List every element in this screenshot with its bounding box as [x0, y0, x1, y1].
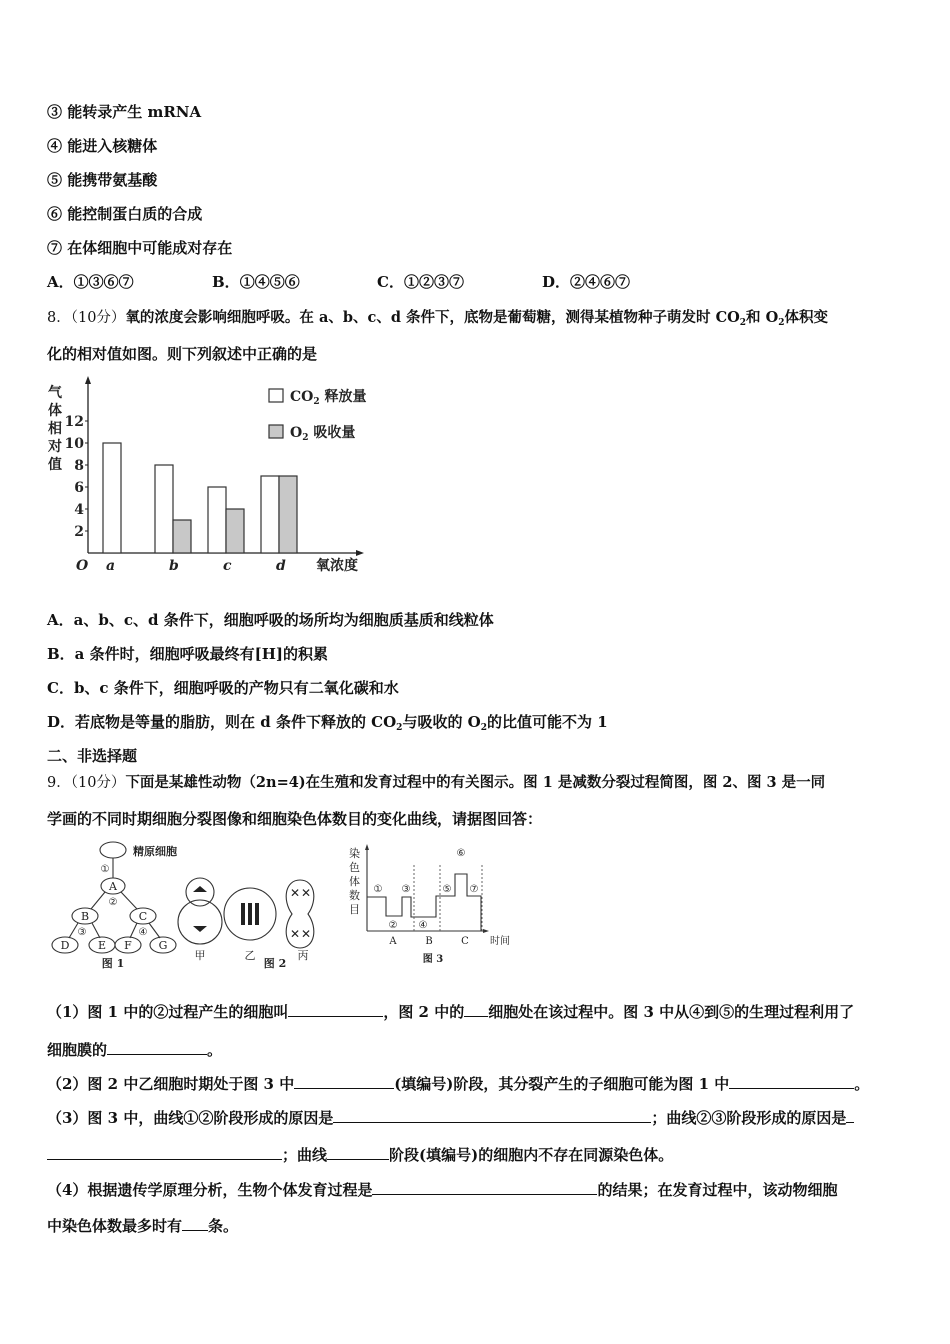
q9-sub4-line1: （4）根据遗传学原理分析，生物个体发育过程是 的结果；在发育过程中，该动物细胞	[47, 1181, 838, 1199]
answer-blank[interactable]	[729, 1074, 854, 1089]
q9-sub3-line1: （3）图 3 中，曲线①②阶段形成的原因是 ；曲线②③阶段形成的原因是	[47, 1108, 854, 1128]
svg-text:丙: 丙	[297, 949, 309, 962]
svg-text:①: ①	[373, 884, 383, 895]
svg-text:相: 相	[48, 421, 62, 437]
svg-text:图 2: 图 2	[263, 957, 287, 970]
bar-a-co2	[103, 443, 121, 553]
q7-option-c: C．①②③⑦	[377, 273, 464, 291]
answer-blank[interactable]	[288, 1002, 383, 1017]
q9-figure-1-2	[45, 835, 335, 970]
svg-text:✕: ✕	[301, 927, 312, 941]
y-axis-arrow-icon	[85, 376, 91, 384]
q7-item-7: ⑦ 在体细胞中可能成对存在	[47, 239, 233, 257]
q7-option-a: A．①③⑥⑦	[47, 273, 134, 291]
svg-text:E: E	[97, 939, 107, 952]
q8-number: 8．（10分）	[47, 310, 126, 326]
x-ticks	[76, 558, 286, 574]
svg-text:4: 4	[74, 502, 84, 518]
svg-text:体: 体	[349, 875, 360, 888]
svg-text:⑥: ⑥	[456, 848, 466, 859]
q7-option-b: B．①④⑤⑥	[212, 273, 300, 291]
svg-text:G: G	[158, 939, 168, 952]
answer-blank[interactable]	[294, 1074, 394, 1089]
svg-text:乙: 乙	[244, 949, 256, 962]
q8-bar-chart	[40, 370, 380, 580]
q7-item-6: ⑥ 能控制蛋白质的合成	[47, 205, 203, 223]
y-axis-label	[47, 384, 63, 473]
svg-text:d: d	[276, 558, 286, 574]
svg-text:②: ②	[108, 897, 118, 908]
svg-text:C: C	[138, 910, 148, 923]
svg-text:⑦: ⑦	[469, 884, 479, 895]
svg-text:①: ①	[100, 864, 110, 875]
svg-text:10: 10	[64, 436, 84, 452]
svg-text:精原细胞: 精原细胞	[133, 845, 177, 858]
bar-c-co2	[208, 487, 226, 553]
svg-text:④: ④	[418, 920, 428, 931]
svg-text:✕: ✕	[290, 927, 301, 941]
bar-d-co2	[261, 476, 279, 553]
q8-stem-line1: 8．（10分）氧的浓度会影响细胞呼吸。在 a、b、c、d 条件下，底物是葡萄糖，测得某植物种子萌发时 $CO_2$和 $O_2$体积变	[47, 309, 828, 328]
svg-text:B: B	[80, 910, 90, 923]
svg-text:CO2 释放量: $CO_2$ 释放量	[290, 389, 367, 407]
chart-legend	[269, 388, 366, 443]
q9-sub3-line2: ；曲线 阶段(填编号)的细胞内不存在同源染色体。	[47, 1145, 673, 1165]
bar-b-o2	[173, 520, 191, 553]
svg-text:D: D	[60, 939, 70, 952]
svg-text:A: A	[109, 880, 117, 893]
svg-text:b: b	[169, 558, 179, 574]
svg-text:时间: 时间	[490, 936, 510, 947]
bar-c-o2	[226, 509, 244, 553]
q9-stem-line2: 学画的不同时期细胞分裂图像和细胞染色体数目的变化曲线，请据图回答：	[47, 810, 543, 828]
q9-sub1-line2: 细胞膜的 。	[47, 1041, 223, 1059]
q8-option-b: B．a 条件时，细胞呼吸最终有[H]的积累	[47, 645, 328, 663]
q8-stem-line2: 化的相对值如图。则下列叙述中正确的是	[47, 345, 318, 363]
svg-text:⑤: ⑤	[442, 884, 452, 895]
x-axis-label: 氧浓度	[316, 558, 358, 574]
svg-text:对: 对	[48, 439, 62, 455]
q9-sub1-line1: （1）图 1 中的②过程产生的细胞叫 ，图 2 中的 细胞处在该过程中。图 3 中从④到⑤的生理过程利用了	[47, 1003, 855, 1021]
svg-text:③: ③	[77, 927, 87, 938]
svg-text:8: 8	[74, 458, 84, 474]
svg-text:甲: 甲	[194, 949, 206, 962]
q8-option-d: D．若底物是等量的脂肪，则在 d 条件下释放的 $CO_2$与吸收的 $O_2$的比值可能不为 1	[47, 713, 608, 733]
svg-text:色: 色	[349, 861, 360, 874]
q9-sub4-line2: 中染色体数最多时有 条。	[47, 1217, 239, 1235]
svg-text:④: ④	[138, 927, 148, 938]
svg-text:A: A	[389, 936, 397, 947]
svg-text:c: c	[223, 558, 232, 574]
bar-b-co2	[155, 465, 173, 553]
answer-blank[interactable]	[107, 1040, 207, 1055]
svg-text:染: 染	[349, 847, 360, 860]
q9-figure-3	[335, 835, 525, 970]
svg-text:图 3: 图 3	[422, 954, 444, 965]
svg-text:12: 12	[64, 414, 84, 430]
q8-option-a: A．a、b、c、d 条件下，细胞呼吸的场所均为细胞质基质和线粒体	[47, 611, 494, 629]
answer-blank[interactable]	[846, 1108, 854, 1123]
svg-text:✕: ✕	[290, 886, 301, 900]
q9-stem-line1: 9．（10分）下面是某雄性动物（2n=4)在生殖和发育过程中的有关图示。图 1 是减数分裂过程简图，图 2、图 3 是一同	[47, 774, 826, 791]
cell-jia-bottom	[178, 900, 222, 944]
bar-d-o2	[279, 476, 297, 553]
svg-text:值: 值	[48, 457, 62, 473]
q9-sub2: （2）图 2 中乙细胞时期处于图 3 中 (填编号)阶段，其分裂产生的子细胞可能为图 1 中 。	[47, 1075, 870, 1093]
svg-text:F: F	[124, 939, 132, 952]
q7-item-3: ③ 能转录产生 mRNA	[47, 103, 202, 121]
answer-blank[interactable]	[327, 1145, 389, 1160]
svg-text:目: 目	[349, 903, 360, 916]
svg-text:O2 吸收量: $O_2$ 吸收量	[290, 425, 356, 443]
y-ticks	[65, 414, 85, 540]
q7-item-5: ⑤ 能携带氨基酸	[47, 171, 158, 189]
answer-blank[interactable]	[47, 1145, 282, 1160]
answer-blank[interactable]	[464, 1002, 488, 1017]
fig3-ylabel	[349, 846, 360, 916]
svg-text:图 1: 图 1	[101, 957, 125, 970]
q7-option-d: D．②④⑥⑦	[542, 273, 631, 291]
svg-text:O: O	[76, 558, 89, 574]
svg-text:6: 6	[74, 480, 84, 496]
svg-text:体: 体	[48, 403, 62, 419]
answer-blank[interactable]	[182, 1216, 208, 1231]
q8-option-c: C．b、c 条件下，细胞呼吸的产物只有二氧化碳和水	[47, 679, 399, 697]
svg-text:✕: ✕	[301, 886, 312, 900]
q7-item-4: ④ 能进入核糖体	[47, 137, 158, 155]
x-axis-arrow-icon	[356, 550, 364, 556]
svg-text:②: ②	[388, 920, 398, 931]
svg-text:C: C	[461, 936, 469, 947]
svg-text:a: a	[106, 558, 116, 574]
section-heading-nonchoice: 二、非选择题	[47, 747, 138, 765]
svg-text:数: 数	[349, 889, 360, 902]
answer-blank[interactable]	[372, 1180, 597, 1195]
q9-number: 9．（10分）	[47, 775, 126, 791]
answer-blank[interactable]	[333, 1108, 651, 1123]
svg-text:2: 2	[74, 524, 84, 540]
svg-text:气: 气	[48, 385, 62, 401]
svg-text:B: B	[425, 936, 433, 947]
svg-text:③: ③	[401, 884, 411, 895]
